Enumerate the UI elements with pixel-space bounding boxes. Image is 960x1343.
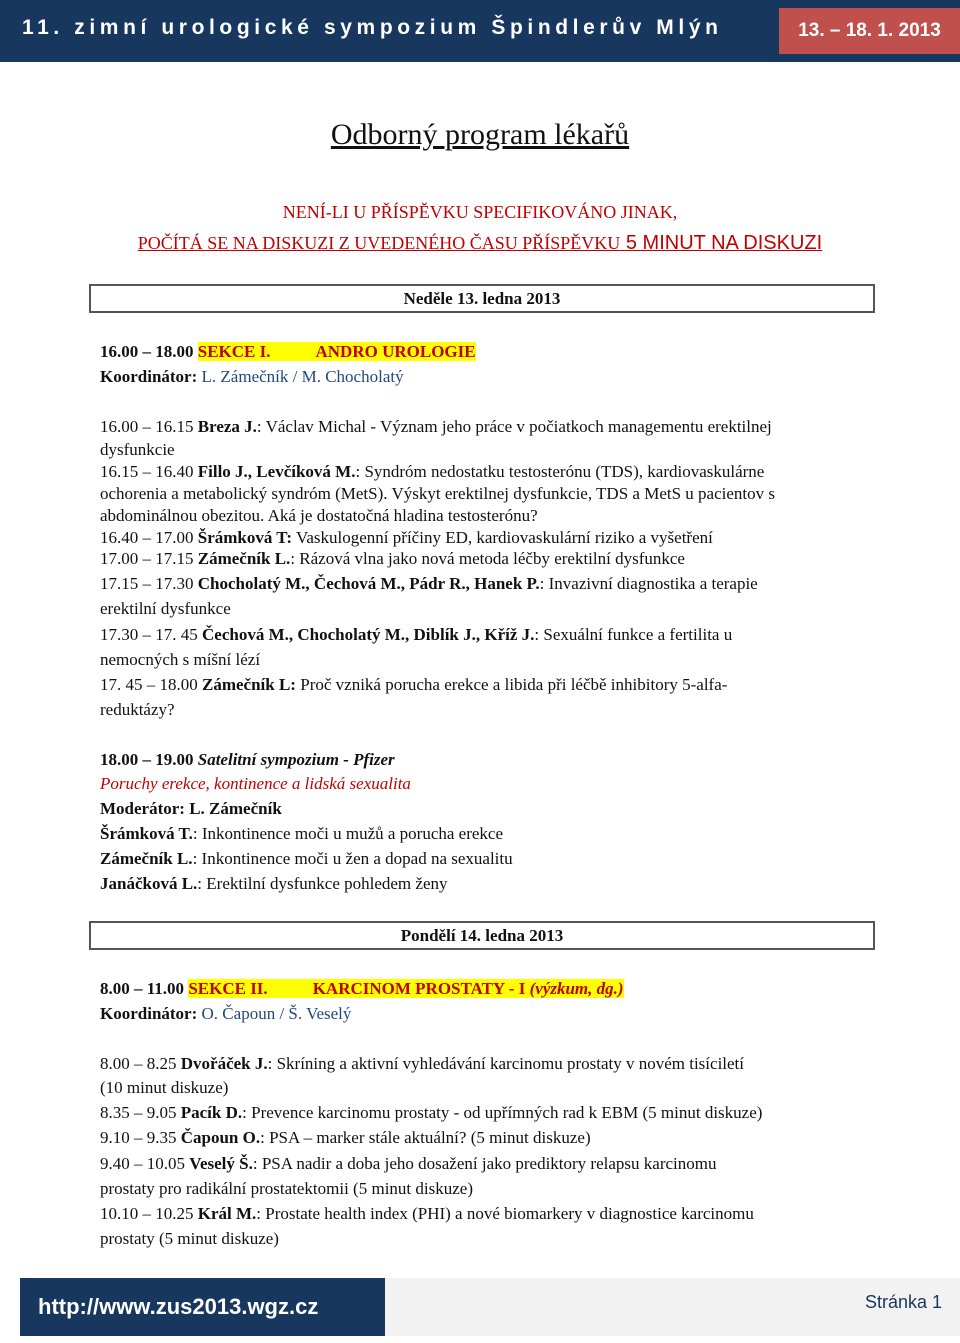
- talk: 16.15 – 16.40 Fillo J., Levčíková M.: Syndróm nedostatku testosterónu (TDS), kardiovaskulárne: [100, 462, 765, 481]
- talk: 10.10 – 10.25 Král M.: Prostate health index (PHI) a nové biomarkery v diagnostice karcinomu: [100, 1204, 754, 1223]
- discussion-note-line2: POČÍTÁ SE NA DISKUZI Z UVEDENÉHO ČASU PŘÍSPĚVKU 5 MINUT NA DISKUZI: [137, 232, 823, 254]
- section-1-heading: 16.00 – 18.00 SEKCE I. ANDRO UROLOGIE: [100, 342, 476, 361]
- header-dates: 13. – 18. 1. 2013: [779, 8, 960, 54]
- page-number: Stránka 1: [864, 1292, 942, 1312]
- section-2-heading: 8.00 – 11.00 SEKCE II. KARCINOM PROSTATY - I (výzkum, dg.): [100, 979, 624, 998]
- talk-cont: prostaty (5 minut diskuze): [100, 1229, 279, 1248]
- talk-cont: erektilní dysfunkce: [100, 599, 231, 618]
- header-bar: [0, 0, 960, 62]
- talk-cont: reduktázy?: [100, 700, 175, 719]
- footer: [0, 1278, 960, 1336]
- satellite-talk: Janáčková L.: Erektilní dysfunkce pohledem ženy: [100, 874, 448, 893]
- page-title: Odborný program lékařů: [330, 118, 630, 151]
- talk: 9.10 – 9.35 Čapoun O.: PSA – marker stále aktuální? (5 minut diskuze): [100, 1128, 591, 1147]
- discussion-note-line1: NENÍ-LI U PŘÍSPĚVKU SPECIFIKOVÁNO JINAK,: [282, 202, 678, 222]
- section-2-coordinators: Koordinátor: O. Čapoun / Š. Veselý: [100, 1004, 352, 1023]
- section-1-coordinators: Koordinátor: L. Zámečník / M. Chocholatý: [100, 367, 404, 386]
- satellite-talk: Zámečník L.: Inkontinence moči u žen a dopad na sexualitu: [100, 849, 513, 868]
- talk: 9.40 – 10.05 Veselý Š.: PSA nadir a doba jeho dosažení jako prediktory relapsu karcinomu: [100, 1154, 717, 1173]
- satellite-heading: 18.00 – 19.00 Satelitní sympozium - Pfizer: [100, 750, 395, 769]
- satellite-subtitle: Poruchy erekce, kontinence a lidská sexualita: [100, 774, 411, 793]
- satellite-moderator: Moderátor: L. Zámečník: [100, 799, 282, 818]
- footer-band: [385, 1278, 960, 1336]
- talk-cont: ochorenia a metabolický syndróm (MetS). Výskyt erektilnej dysfunkcie, TDS a MetS u pacientov s: [100, 484, 775, 503]
- talk: 17.15 – 17.30 Chocholatý M., Čechová M., Pádr R., Hanek P.: Invazivní diagnostika a terapie: [100, 574, 758, 593]
- talk-cont: nemocných s míšní lézí: [100, 650, 261, 669]
- header-title: 11. zimní urologické sympozium Špindlerův Mlýn: [22, 16, 723, 39]
- talk: 17.30 – 17. 45 Čechová M., Chocholatý M., Diblík J., Kříž J.: Sexuální funkce a fertilita u: [100, 625, 733, 644]
- talk: 8.35 – 9.05 Pacík D.: Prevence karcinomu prostaty - od upřímných rad k EBM (5 minut diskuze): [100, 1103, 763, 1122]
- talk-cont: (10 minut diskuze): [100, 1078, 229, 1097]
- satellite-talk: Šrámková T.: Inkontinence moči u mužů a porucha erekce: [100, 824, 504, 843]
- day-heading-sunday: Neděle 13. ledna 2013: [89, 284, 875, 313]
- footer-url-link[interactable]: http://www.zus2013.wgz.cz: [20, 1278, 385, 1336]
- talk: 8.00 – 8.25 Dvořáček J.: Skríning a aktivní vyhledávání karcinomu prostaty v novém tisíciletí: [100, 1054, 745, 1073]
- talk: 16.40 – 17.00 Šrámková T: Vaskulogenní příčiny ED, kardiovaskulární riziko a vyšetření: [100, 528, 713, 547]
- talk-cont: abdominálnou obezitou. Aká je dostatočná hladina testosterónu?: [100, 506, 538, 525]
- day-heading-monday: Pondělí 14. ledna 2013: [89, 921, 875, 950]
- talk-cont: prostaty pro radikální prostatektomii (5 minut diskuze): [100, 1179, 473, 1198]
- talk: 17.00 – 17.15 Zámečník L.: Rázová vlna jako nová metoda léčby erektilní dysfunkce: [100, 549, 685, 568]
- talk: 17. 45 – 18.00 Zámečník L: Proč vzniká porucha erekce a libida při léčbě inhibitory 5-alfa-: [100, 675, 728, 694]
- talk-cont: dysfunkcie: [100, 440, 175, 459]
- talk: 16.00 – 16.15 Breza J.: Václav Michal - Význam jeho práce v počiatkoch managementu erektilnej: [100, 417, 772, 436]
